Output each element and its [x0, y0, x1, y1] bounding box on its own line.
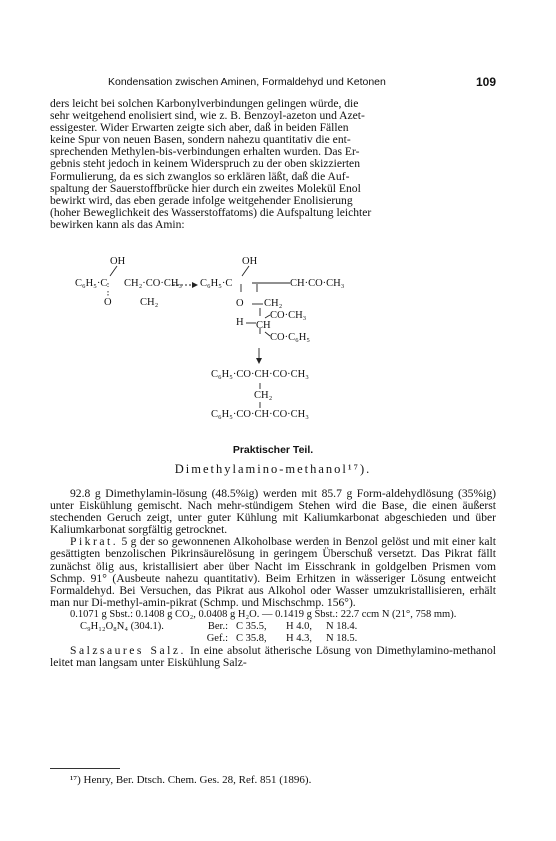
scheme-right-oxygen: O	[236, 298, 244, 309]
calculated-label: Ber.:	[207, 620, 228, 632]
scheme-right-hydrogen: H	[236, 317, 244, 328]
scheme-right-benzoyl: CO·C₆H₅	[270, 332, 310, 343]
intro-line: bewirkt wird, das eben gerade infolge weitgehender Enolisierung	[50, 193, 353, 207]
experimental-section	[50, 488, 496, 669]
intro-line: bewirken kann als das Amin:	[50, 217, 185, 231]
calculated-row	[50, 621, 496, 633]
found-carbon: C 35.8,	[236, 632, 267, 644]
page-header	[108, 76, 496, 90]
intro-paragraph	[50, 98, 496, 231]
scheme-left-ch2: CH₂	[140, 297, 159, 308]
found-hydrogen: H 4.3,	[286, 632, 312, 644]
procedure-paragraph: 92.8 g Dimethylamin-lösung (48.5%ig) werden mit 85.7 g Form-aldehydlösung (35%ig) unter Eiskühlung gemischt. Nach mehr-stündigem Stehen wird die Base, die einen äußerst stechenden Geruch zeigt, unter guter Kühlung mit Kaliumkarbonat abgeschieden und über Kaliumkarbonat sorgfältig getrocknet.	[50, 487, 496, 537]
picrate-paragraph	[50, 536, 496, 609]
intro-line: Formulierung, da es sich zwanglos so erklären läßt, daß die Auf-	[50, 169, 350, 183]
analysis-data: 0.1071 g Sbst.: 0.1408 g CO₂, 0.0408 g H₂O. — 0.1419 g Sbst.: 22.7 ccm N (21°, 758 mm).	[70, 608, 457, 620]
scheme-left-oxygen: O	[104, 297, 112, 308]
scheme-right-ch2: CH₂	[264, 298, 283, 309]
found-nitrogen: N 18.5.	[326, 632, 358, 644]
scheme-product-top: C₆H₅·CO·CH·CO·CH₃	[211, 369, 309, 380]
picrate-text: 5 g der so gewonnenen Alkoholbase werden in Benzol gelöst und mit einer kalt gesättigten benzolischen Pikrinsäurelösung in geringem Überschuß versetzt. Das Pikrat fällt zunächst ölig aus, kristallisiert aber über Nacht im Eisschrank in goldgelben Prismen vom Schmp. 91° (Ausbeute nahezu quantitativ). Beim Erhitzen in wässeriger Lösung entweicht Formaldehyd. Bei Versuchen, das Pikrat aus Alkohol oder Wasser umzukristallisieren, erhält man nur Di-methyl-amin-pikrat (Schmp. und Mischschmp. 156°).	[50, 535, 496, 609]
intro-line: (hoher Beweglichkeit des Wasserstoffatoms) die Aufspaltung leichter	[50, 205, 372, 219]
picrate-label: Pikrat.	[70, 535, 119, 549]
calculated-carbon: C 35.5,	[236, 620, 267, 632]
scheme-left-side-chain: CH₂·CO·CH₃	[124, 278, 183, 289]
compound-title: Dimethylamino-methanol¹⁷).	[174, 462, 372, 476]
scheme-right-ch-chain: CH·CO·CH₃	[290, 278, 345, 289]
scheme-product-bridge: CH₂	[254, 390, 273, 401]
page-number: 109	[475, 75, 496, 89]
hydrochloride-text: In eine absolut ätherische Lösung von Dimethylamino-methanol leitet man langsam unter Eiskühlung Salz-	[50, 643, 497, 670]
footnote: ¹⁷) Henry, Ber. Dtsch. Chem. Ges. 28, Ref. 851 (1896).	[70, 774, 312, 786]
scheme-right-oh: OH	[242, 256, 258, 267]
calculated-nitrogen: N 18.4.	[326, 620, 358, 632]
scheme-right-acetyl: CO·CH₃	[270, 310, 307, 321]
intro-line: keine Spur von neuen Basen, sondern nahezu quantitativ die ent-	[50, 133, 351, 147]
intro-line: sehr weitgehend enolisiert sind, wie z. B. Benzoyl-azeton und Azet-	[50, 109, 365, 123]
intro-line: spaltung der Sauerstoffbrücke hier durch ein zweites Molekül Enol	[50, 181, 361, 195]
scheme-right-phenyl-carbon: C₆H₅·C	[200, 278, 233, 289]
scheme-product-bottom: C₆H₅·CO·CH·CO·CH₃	[211, 409, 309, 420]
calculated-hydrogen: H 4.0,	[286, 620, 312, 632]
intro-line: sprechenden Methylen-bis-verbindungen erhalten wurden. Das Er-	[50, 145, 360, 159]
found-label: Gef.:	[206, 632, 228, 644]
molecular-formula: C₉H₁₂O₈N₄ (304.1).	[80, 620, 164, 632]
footnote-divider	[50, 768, 120, 769]
running-title: Kondensation zwischen Aminen, Formaldehyd und Ketonen	[108, 76, 386, 88]
intro-line: essigester. Wider Erwarten zeigte sich aber, daß in beiden Fällen	[50, 121, 349, 135]
scheme-right-ch: CH	[256, 320, 271, 331]
scheme-left-phenyl-carbon: C₆H₅·C	[75, 278, 108, 289]
reaction-scheme	[75, 256, 370, 436]
section-heading: Praktischer Teil.	[232, 444, 314, 456]
hydrochloride-label: Salzsaures Salz.	[70, 643, 186, 657]
scheme-left-oh: OH	[110, 256, 126, 267]
intro-line: ders leicht bei solchen Karbonylverbindungen gelingen würde, die	[50, 97, 359, 110]
intro-line: gebnis steht jedoch in keinem Widerspruch zu der oben skizzierten	[50, 157, 360, 171]
hydrochloride-paragraph	[50, 645, 496, 669]
